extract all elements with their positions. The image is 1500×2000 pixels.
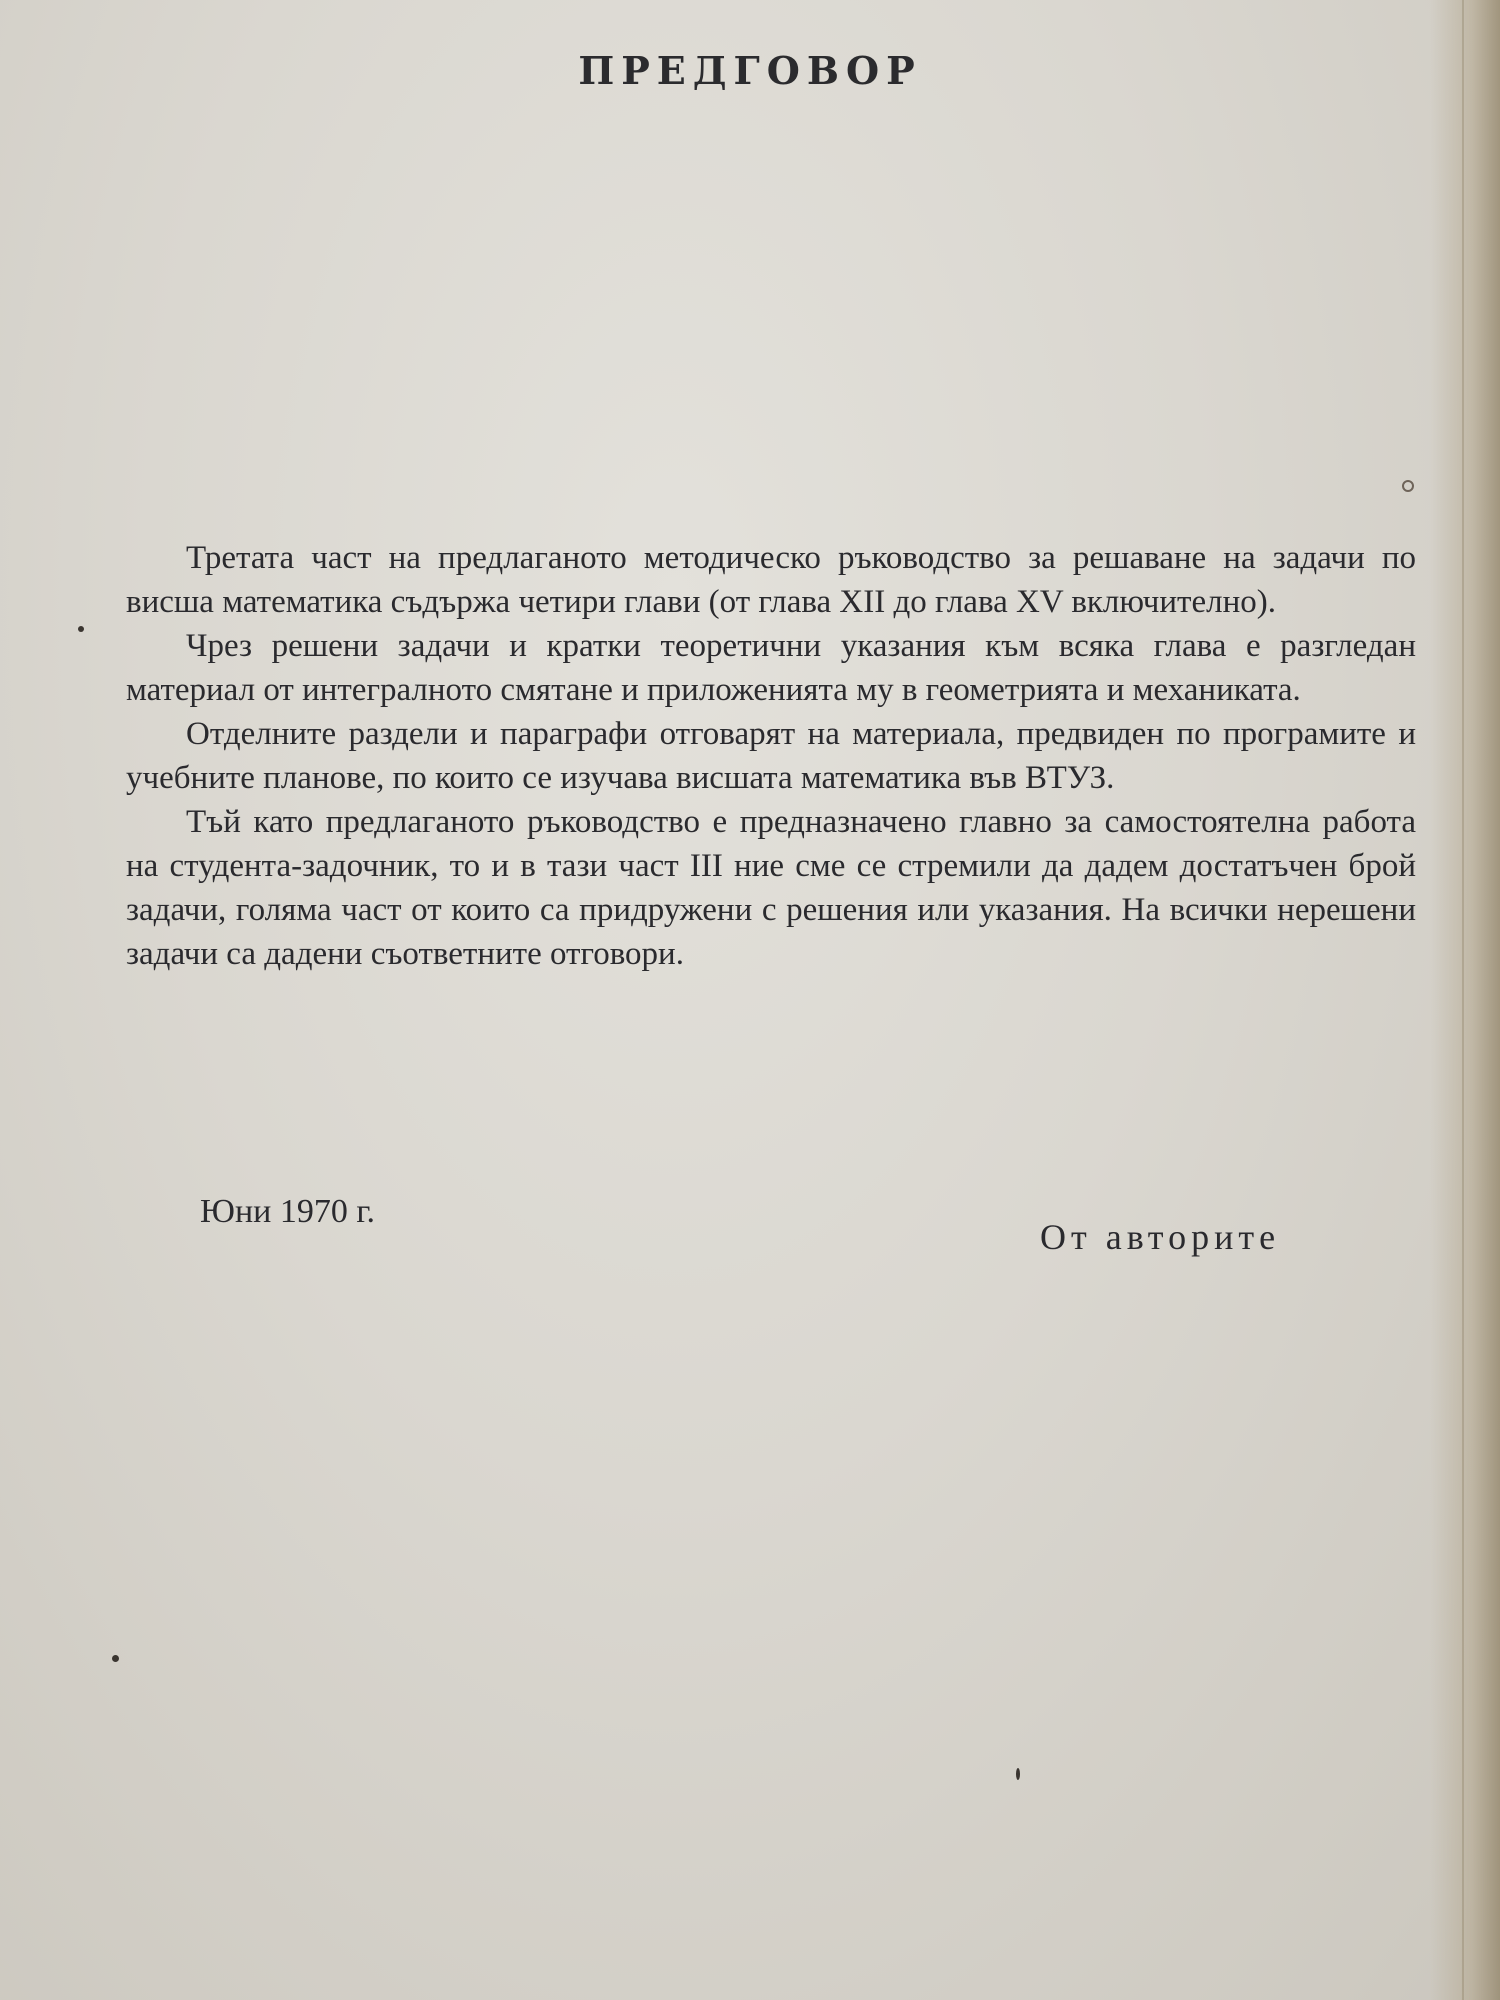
paragraph-1: Третата част на предлаганото методическо ръководство за решаване на задачи по висша математика съдържа четири глави (от глава XII до глава XV включително). [126, 540, 1416, 620]
preface-date: Юни 1970 г. [200, 1193, 375, 1230]
paper-speck [112, 1655, 119, 1662]
paper-speck [78, 626, 84, 632]
paper-speck [1016, 1768, 1020, 1780]
page-edge [1462, 0, 1464, 2000]
paper-speck [1402, 480, 1414, 492]
paragraph-3: Отделните раздели и параграфи отговарят на материала, предвиден по програмите и учебните планове, по които се изучава висшата математика във ВТУЗ. [126, 716, 1416, 796]
page-title: ПРЕДГОВОР [578, 48, 922, 93]
paragraph-4: Тъй като предлаганото ръководство е предназначено главно за самостоятелна работа на студента-задочник, то и в тази част III ние сме се стремили да дадем достатъчен брой задачи, голяма част от които са придружени с решения или указания. На всички нерешени задачи са дадени съответните отговори. [126, 804, 1416, 972]
preface-signature: От авторите [1040, 1217, 1281, 1257]
paragraph-2: Чрез решени задачи и кратки теоретични указания към всяка глава е разгледан материал от интегралното смятане и приложенията му в геометрията и механиката. [126, 628, 1416, 708]
preface-body [126, 536, 1416, 976]
